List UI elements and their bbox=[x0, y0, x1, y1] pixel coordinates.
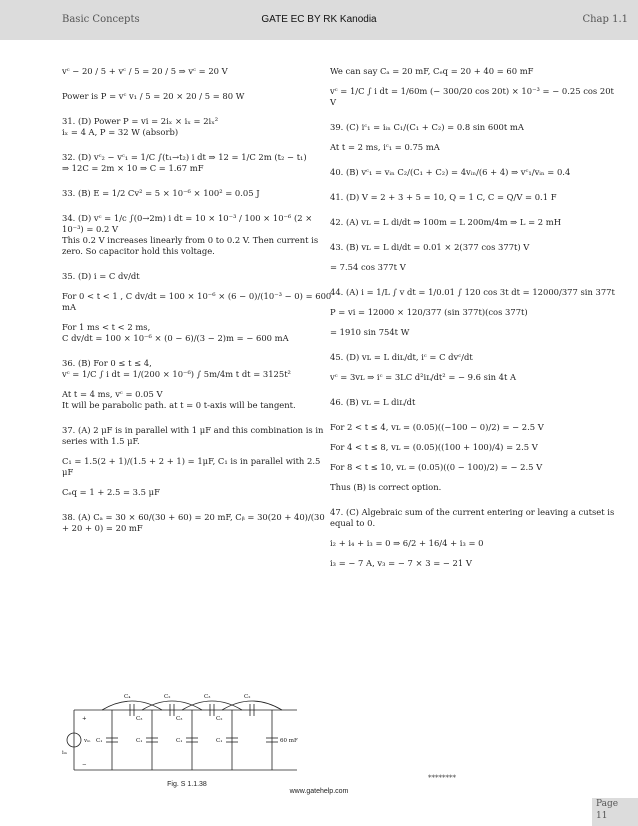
label-c1b: C₁ bbox=[136, 738, 143, 744]
label-c3b: C₃ bbox=[136, 716, 143, 722]
solution-31: 31. (D) Power P = vi = 2iₓ × iₓ = 2iₓ² bbox=[62, 116, 219, 126]
solution-32: 32. (D) vᶜ₂ − vᶜ₁ = 1/C ∫(t₁→t₂) i dt ⇒ 12 = 1/C 2m (t₂ − t₁) bbox=[62, 152, 307, 162]
label-c3c: C₃ bbox=[176, 716, 183, 722]
solution-39: 39. (C) iᶜ₁ = iᵢₙ C₁/(C₁ + C₂) = 0.8 sin 600t mA bbox=[330, 122, 524, 132]
label-c4: C₄ bbox=[124, 694, 131, 700]
page-number: 11 bbox=[596, 811, 608, 821]
solution-line: For 4 < t ≤ 8, vʟ = (0.05)((100 + 100)/4) = 2.5 V bbox=[330, 442, 538, 452]
solution-41: 41. (D) V = 2 + 3 + 5 = 10, Q = 1 C, C = Q/V = 0.1 F bbox=[330, 192, 557, 202]
solution-40: 40. (B) vᶜ₁ = vᵢₙ C₂/(C₁ + C₂) = 4vᵢₙ/(6 + 4) ⇒ vᶜ₁/vᵢₙ = 0.4 bbox=[330, 167, 571, 177]
solution-line: This 0.2 V increases linearly from 0 to 0.2 V. Then current is zero. So capacitor hold this voltage. bbox=[62, 235, 319, 256]
solution-46: 46. (B) vʟ = L diʟ/dt bbox=[330, 397, 416, 407]
solution-line: For 8 < t ≤ 10, vʟ = (0.05)((0 − 100)/2) = − 2.5 V bbox=[330, 462, 543, 472]
solution-line: For 2 < t ≤ 4, vʟ = (0.05)((−100 − 0)/2) = − 2.5 V bbox=[330, 422, 544, 432]
solution-line: P = vi = 12000 × 120/377 (sin 377t)(cos 377t) bbox=[330, 307, 528, 317]
capacitor-circuit-figure bbox=[62, 690, 312, 778]
solution-line: Thus (B) is correct option. bbox=[330, 482, 442, 492]
solution-line: It will be parabolic path. at t = 0 t-axis will be tangent. bbox=[62, 400, 296, 410]
solution-36: 36. (B) For 0 ≤ t ≤ 4, bbox=[62, 358, 152, 368]
solution-45: 45. (D) vʟ = L diʟ/dt, iᶜ = C dvᶜ/dt bbox=[330, 352, 473, 362]
solution-line: At t = 2 ms, iᶜ₁ = 0.75 mA bbox=[330, 142, 440, 152]
label-c3: C₃ bbox=[204, 694, 211, 700]
solution-line: = 1910 sin 754t W bbox=[330, 327, 410, 337]
solution-line: For 1 ms < t < 2 ms, bbox=[62, 322, 151, 332]
solution-line: C₁ = 1.5(2 + 1)/(1.5 + 2 + 1) = 1μF, C₁ is in parallel with 2.5 μF bbox=[62, 456, 321, 477]
solution-line: We can say Cₐ = 20 mF, Cₑq = 20 + 40 = 60 mF bbox=[330, 66, 534, 76]
solution-line: Power is P = vᶜ v₁ / 5 = 20 × 20 / 5 = 80 W bbox=[62, 91, 245, 101]
left-column bbox=[62, 66, 332, 534]
right-column bbox=[330, 66, 615, 569]
solution-line: vᶜ − 20 / 5 + vᶜ / 5 = 20 / 5 ⇒ vᶜ = 20 V bbox=[62, 66, 228, 76]
solution-line: C dv/dt = 100 × 10⁻⁶ × (0 − 6)/(3 − 2)m = − 600 mA bbox=[62, 333, 289, 343]
label-c1c: C₁ bbox=[176, 738, 183, 744]
solution-line: vᶜ = 1/C ∫ i dt = 1/(200 × 10⁻⁶) ∫ 5m/4m t dt = 3125t² bbox=[62, 369, 291, 379]
solution-34: 34. (D) vᶜ = 1/c ∫(0→2m) i dt = 10 × 10⁻³ / 100 × 10⁻⁶ (2 × 10⁻³) = 0.2 V bbox=[62, 213, 313, 234]
footer-url[interactable]: www.gatehelp.com bbox=[289, 788, 349, 795]
label-c2c: C₂ bbox=[216, 716, 223, 722]
label-plus: + bbox=[82, 716, 87, 722]
page-number-box bbox=[592, 798, 638, 826]
solution-44: 44. (A) i = 1/L ∫ v dt = 1/0.01 ∫ 120 cos 3t dt = 12000/377 sin 377t bbox=[330, 287, 615, 297]
label-60mf: 60 mF bbox=[280, 738, 298, 744]
end-stars: ******** bbox=[428, 774, 456, 782]
solution-line: vᶜ = 3vʟ ⇒ iᶜ = 3LC d²iʟ/dt² = − 9.6 sin 4t A bbox=[330, 372, 517, 382]
solution-35: 35. (D) i = C dv/dt bbox=[62, 271, 140, 281]
page-header bbox=[0, 0, 638, 40]
solution-38: 38. (A) Cₐ = 30 × 60/(30 + 60) = 20 mF, Cᵦ = 30(20 + 40)/(30 + 20 + 0) = 20 mF bbox=[62, 512, 325, 533]
solution-43: 43. (B) vʟ = L di/dt = 0.01 × 2(377 cos 377t) V bbox=[330, 242, 530, 252]
label-vin: vᵢₙ bbox=[84, 738, 91, 744]
solution-line: = 7.54 cos 377t V bbox=[330, 262, 406, 272]
page-label: Page bbox=[596, 799, 619, 809]
label-iin: iᵢₙ bbox=[62, 750, 68, 756]
label-c2b: C₂ bbox=[244, 694, 251, 700]
solution-33: 33. (B) E = 1/2 Cv² = 5 × 10⁻⁶ × 100² = 0.05 J bbox=[62, 188, 260, 198]
label-minus: − bbox=[82, 762, 87, 768]
solution-47: 47. (C) Algebraic sum of the current entering or leaving a cutset is equal to 0. bbox=[330, 507, 615, 528]
header-chapter-number: Chap 1.1 bbox=[582, 14, 628, 25]
solution-line: Cₑq = 1 + 2.5 = 3.5 μF bbox=[62, 487, 160, 497]
solution-line: iₓ = 4 A, P = 32 W (absorb) bbox=[62, 127, 179, 137]
solution-line: ⇒ 12C = 2m × 10 ⇒ C = 1.67 mF bbox=[62, 163, 204, 173]
label-c1d: C₁ bbox=[216, 738, 223, 744]
solution-37: 37. (A) 2 μF is in parallel with 1 μF and this combination is in series with 1.5 μF. bbox=[62, 425, 324, 446]
header-book-title: GATE EC BY RK Kanodia bbox=[261, 14, 377, 25]
solution-line: For 0 < t < 1 , C dv/dt = 100 × 10⁻⁶ × (6 − 0)/(10⁻³ − 0) = 600 mA bbox=[62, 291, 332, 312]
solution-line: i₃ = − 7 A, v₃ = − 7 × 3 = − 21 V bbox=[330, 558, 472, 568]
label-c2: C₂ bbox=[164, 694, 171, 700]
solution-line: i₂ + i₄ + i₃ = 0 ⇒ 6/2 + 16/4 + i₃ = 0 bbox=[330, 538, 484, 548]
label-c1a: C₁ bbox=[96, 738, 103, 744]
figure-caption: Fig. S 1.1.38 bbox=[167, 781, 207, 788]
header-chapter-title: Basic Concepts bbox=[62, 14, 140, 25]
solution-line: vᶜ = 1/C ∫ i dt = 1/60m (− 300/20 cos 20t) × 10⁻³ = − 0.25 cos 20t V bbox=[330, 86, 614, 107]
solution-42: 42. (A) vʟ = L di/dt ⇒ 100m = L 200m/4m ⇒ L = 2 mH bbox=[330, 217, 561, 227]
solution-line: At t = 4 ms, vᶜ = 0.05 V bbox=[62, 389, 163, 399]
